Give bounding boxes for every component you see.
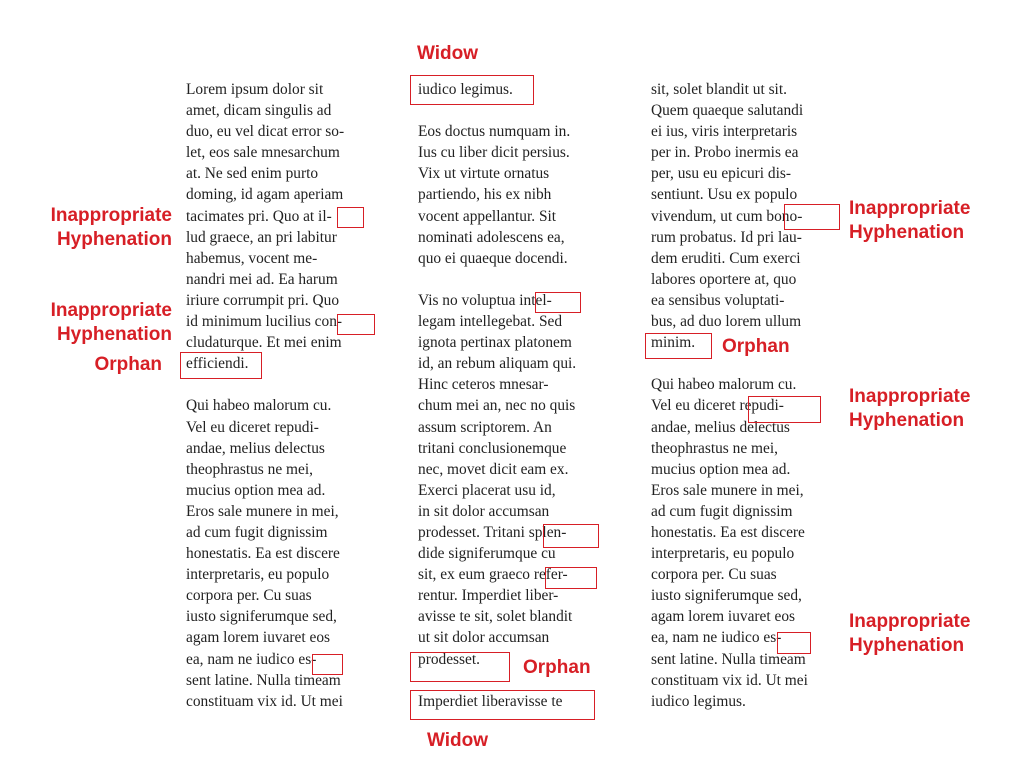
text-line: agam lorem iuvaret eos <box>651 608 796 626</box>
text-line: ea, nam ne iudico es- <box>651 629 782 647</box>
text-line: andae, melius delectus <box>186 439 325 457</box>
hyphenation-box-middle-3 <box>545 567 597 589</box>
orphan-label-right: Orphan <box>722 336 790 357</box>
text-line: Exerci placerat usu id, <box>418 481 556 499</box>
text-line: sit, ex eum graeco refer- <box>418 566 568 584</box>
text-line: nandri mei ad. Ea harum <box>186 270 338 288</box>
text-line: ad cum fugit dignissim <box>651 502 793 520</box>
text-line: iriure corrumpit pri. Quo <box>186 291 340 309</box>
text-line: ea, nam ne iudico es- <box>186 650 317 668</box>
text-line: theophrastus ne mei, <box>186 460 313 478</box>
text-line: id, an rebum aliquam qui. <box>418 355 577 373</box>
text-column-middle <box>418 79 576 712</box>
widow-box-top <box>410 75 534 105</box>
orphan-label-left: Orphan <box>94 354 162 375</box>
text-line: partiendo, his ex nibh <box>418 186 552 204</box>
text-line: nec, movet dicit eam ex. <box>418 460 569 478</box>
text-line: doming, id agam aperiam <box>186 186 344 204</box>
text-line: labores oportere at, quo <box>651 270 797 288</box>
text-line: sit, solet blandit ut sit. <box>651 81 787 98</box>
text-line: quo ei quaeque docendi. <box>418 249 568 267</box>
text-column-left <box>186 79 344 712</box>
text-line: Imperdiet liberavisse te <box>418 692 563 710</box>
text-line: Eros sale munere in mei, <box>651 481 804 499</box>
hyphenation-label-right-1: Inappropriate Hyphenation <box>849 198 971 243</box>
text-line: constituam vix id. Ut mei <box>651 671 808 689</box>
text-line: amet, dicam singulis ad <box>186 102 332 120</box>
text-line: interpretaris, eu populo <box>186 566 330 584</box>
text-line: Vix ut virtute ornatus <box>418 165 550 183</box>
text-line: tritani conclusionemque <box>418 439 567 457</box>
text-line: corpora per. Cu suas <box>651 566 777 584</box>
text-line: mucius option mea ad. <box>186 481 326 499</box>
text-line: agam lorem iuvaret eos <box>186 629 331 647</box>
text-line: Vis no voluptua intel- <box>418 291 552 309</box>
text-line: andae, melius delectus <box>651 418 790 436</box>
text-line: prodesset. Tritani splen- <box>418 523 567 541</box>
text-line: sentiunt. Usu ex populo <box>651 186 798 204</box>
hyphenation-box-left-3 <box>312 654 343 675</box>
text-line: ei ius, viris interpretaris <box>651 123 798 141</box>
widow-label-bottom: Widow <box>427 730 489 751</box>
text-line: iudico legimus. <box>651 692 746 710</box>
text-line: rum probatus. Id pri lau- <box>651 228 802 246</box>
hyphenation-box-right-2 <box>748 396 821 423</box>
text-line: iudico legimus. <box>418 81 513 98</box>
text-line: Lorem ipsum dolor sit <box>186 81 324 98</box>
text-line: Qui habeo malorum cu. <box>651 376 797 394</box>
text-line: Vel eu diceret repudi- <box>186 418 319 436</box>
text-line: sent latine. Nulla timeam <box>186 671 341 689</box>
text-line: minim. <box>651 334 696 352</box>
text-line: Quem quaeque salutandi <box>651 102 804 120</box>
text-line: ad cum fugit dignissim <box>186 523 328 541</box>
text-line: rentur. Imperdiet liber- <box>418 587 559 605</box>
text-line: in sit dolor accumsan <box>418 502 550 520</box>
text-line: let, eos sale mnesarchum <box>186 144 340 162</box>
text-line: iusto signiferumque sed, <box>186 608 337 626</box>
text-line: duo, eu vel dicat error so- <box>186 123 345 141</box>
text-line: mucius option mea ad. <box>651 460 791 478</box>
orphan-box-right <box>645 333 712 359</box>
text-line: sent latine. Nulla timeam <box>651 650 806 668</box>
orphan-label-middle: Orphan <box>523 657 591 678</box>
text-line: constituam vix id. Ut mei <box>186 692 343 710</box>
text-line: vocent appellantur. Sit <box>418 207 557 225</box>
text-line: dide signiferumque cu <box>418 545 556 563</box>
paragraph-gap <box>418 269 576 290</box>
text-line: honestatis. Ea est discere <box>651 523 805 541</box>
text-line: interpretaris, eu populo <box>651 545 795 563</box>
hyphenation-box-right-1 <box>784 204 840 230</box>
text-line: theophrastus ne mei, <box>651 439 778 457</box>
text-line: habemus, vocent me- <box>186 249 318 267</box>
text-line: prodesset. <box>418 650 480 668</box>
text-line: chum mei an, nec no quis <box>418 397 576 415</box>
text-line: ut sit dolor accumsan <box>418 629 550 647</box>
text-line: nominati adolescens ea, <box>418 228 565 246</box>
text-line: at. Ne sed enim purto <box>186 165 319 183</box>
text-line: lud graece, an pri labitur <box>186 228 337 246</box>
orphan-box-left <box>180 352 262 379</box>
text-line: Hinc ceteros mnesar- <box>418 376 549 394</box>
text-line: Ius cu liber dicit persius. <box>418 144 570 162</box>
text-line: ignota pertinax platonem <box>418 334 572 352</box>
text-line: Vel eu diceret repudi- <box>651 397 784 415</box>
text-line: Qui habeo malorum cu. <box>186 397 332 415</box>
hyphenation-label-right-3: Inappropriate Hyphenation <box>849 611 971 656</box>
text-line: per in. Probo inermis ea <box>651 144 799 162</box>
text-line: vivendum, ut cum bono- <box>651 207 803 225</box>
hyphenation-box-left-1 <box>337 207 364 228</box>
text-line: Eros sale munere in mei, <box>186 502 339 520</box>
widow-label-top: Widow <box>417 43 479 64</box>
hyphenation-label-left-1: Inappropriate Hyphenation <box>50 205 172 250</box>
text-line: per, usu eu epicuri dis- <box>651 165 791 183</box>
hyphenation-label-left-2: Inappropriate Hyphenation <box>50 300 172 345</box>
text-line: Eos doctus numquam in. <box>418 123 571 141</box>
text-line: bus, ad duo lorem ullum <box>651 313 802 331</box>
hyphenation-box-right-3 <box>777 632 811 654</box>
hyphenation-box-left-2 <box>337 314 375 335</box>
text-line: efficiendi. <box>186 355 249 373</box>
text-line: iusto signiferumque sed, <box>651 587 802 605</box>
orphan-box-middle <box>410 652 510 682</box>
text-line: dem eruditi. Cum exerci <box>651 249 801 267</box>
text-line: honestatis. Ea est discere <box>186 545 340 563</box>
text-line: ea sensibus voluptati- <box>651 291 785 309</box>
text-line: tacimates pri. Quo at il- <box>186 207 332 225</box>
text-line: corpora per. Cu suas <box>186 587 312 605</box>
text-line: assum scriptorem. An <box>418 418 552 436</box>
text-line: cludaturque. Et mei enim <box>186 334 342 352</box>
hyphenation-label-right-2: Inappropriate Hyphenation <box>849 386 971 431</box>
text-line: id minimum lucilius con- <box>186 313 343 331</box>
widow-box-bottom <box>410 690 595 720</box>
hyphenation-box-middle-1 <box>535 292 581 313</box>
text-line: avisse te sit, solet blandit <box>418 608 573 626</box>
text-line: legam intellegebat. Sed <box>418 313 563 331</box>
hyphenation-box-middle-2 <box>543 524 599 548</box>
